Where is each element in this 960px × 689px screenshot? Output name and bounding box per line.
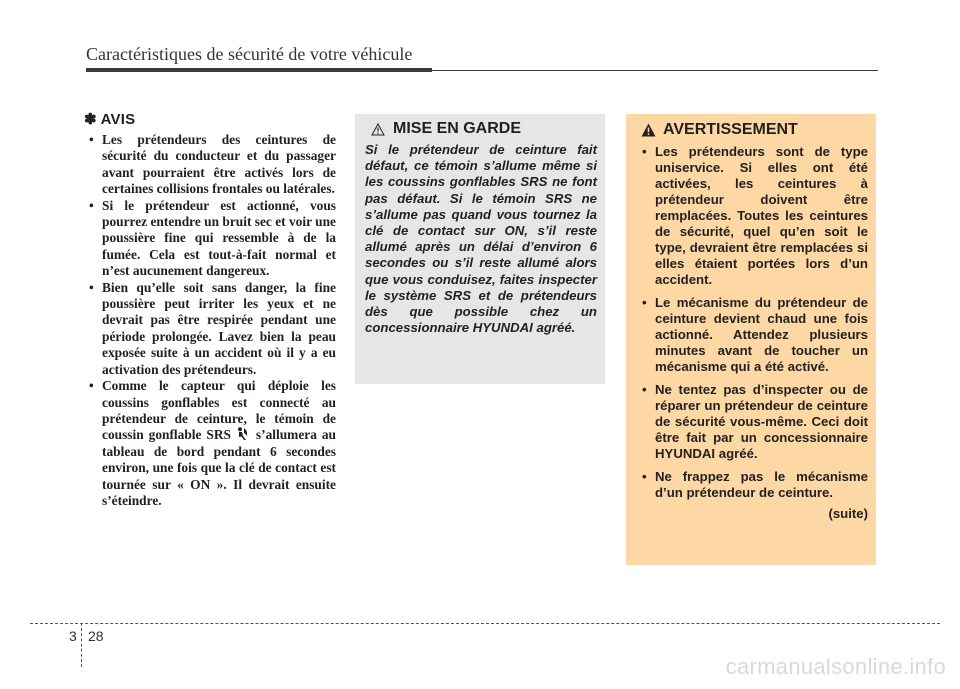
avis-item-srs-text-1: Comme le capteur qui déploie les coussins gonflables est connecté au prétendeur de ceinture, le témoin de coussin gonflable SRS <box>102 378 336 443</box>
footer-rule <box>30 623 940 624</box>
warning-outline-icon <box>371 123 385 136</box>
avis-section <box>82 110 336 509</box>
avis-item-srs <box>82 378 336 509</box>
avertissement-title: AVERTISSEMENT <box>663 121 798 138</box>
avertissement-item: • Ne frappez pas le mécanisme d’un prétendeur de ceinture. <box>635 469 868 501</box>
avertissement-box <box>626 114 876 565</box>
warning-filled-icon <box>641 123 656 137</box>
watermark: carmanualsonline.info <box>725 654 946 679</box>
page-number: 28 <box>88 628 104 644</box>
avertissement-item: • Les prétendeurs sont de type uniservice. Si elles ont été activées, les ceintures à prétendeur doivent être remplacées. Toutes les ceintures de sécurité, quel qu’en soit le type, devraient être remplacées si elles étaient portées lors d’un accident. <box>635 144 868 288</box>
suite-label: (suite) <box>828 506 868 521</box>
mise-en-garde-title: MISE EN GARDE <box>393 120 522 137</box>
avertissement-item: • Le mécanisme du prétendeur de ceinture devient chaud une fois actionné. Attendez plusieurs minutes avant de toucher un mécanisme qui a été activé. <box>635 295 868 375</box>
avertissement-list <box>635 144 868 501</box>
header-rule-thin <box>432 70 878 71</box>
avis-item: • Bien qu’elle soit sans danger, la fine poussière peut irriter les yeux et ne devrait pas être respirée pendant une période prolongée. Lavez bien la peau exposée suite à un accident où il y a eu activation des prétendeurs. <box>82 280 336 378</box>
avertissement-item: • Ne tentez pas d’inspecter ou de réparer un prétendeur de ceinture de sécurité vous-même. Ceci doit être fait par un concessionnaire HYUNDAI agréé. <box>635 382 868 462</box>
page-header-title: Caractéristiques de sécurité de votre véhicule <box>86 44 413 64</box>
avis-item: • Les prétendeurs des ceintures de sécurité du conducteur et du passager avant pourraient être activés lors de certaines collisions frontales ou latérales. <box>82 132 336 198</box>
chapter-number: 3 <box>69 628 77 644</box>
header-rule-thick <box>86 68 432 72</box>
avis-list <box>82 132 336 509</box>
avis-title: ✽ AVIS <box>84 111 136 128</box>
airbag-warning-icon <box>235 427 251 441</box>
footer-vertical-rule <box>81 623 82 667</box>
avertissement-header <box>635 121 868 139</box>
avis-item-srs-text-2: s’allumera au tableau de bord pendant 6 secondes environ, une fois que la clé de contact est tournée sur « ON ». Il devrait ensuite s’éteindre. <box>102 427 336 508</box>
avis-item: • Si le prétendeur est actionné, vous pourrez entendre un bruit sec et voir une poussière fine qui ressemble à de la fumée. Cela est tout-à-fait normal et n’est aucunement dangereux. <box>82 198 336 280</box>
mise-en-garde-box <box>355 114 605 384</box>
mise-en-garde-body: Si le prétendeur de ceinture fait défaut, ce témoin s’allume même si les coussins gonflables SRS ne font pas défaut. Si le témoin SRS ne s’allume pas quand vous tournez la clé de contact sur ON, s’il reste allumé après un délai d’environ 6 secondes ou s’il reste allumé alors que vous conduisez, faites inspecter le système SRS et de prétendeurs dès que possible chez un concessionnaire HYUNDAI agréé. <box>365 142 597 336</box>
mise-en-garde-header <box>365 120 597 138</box>
